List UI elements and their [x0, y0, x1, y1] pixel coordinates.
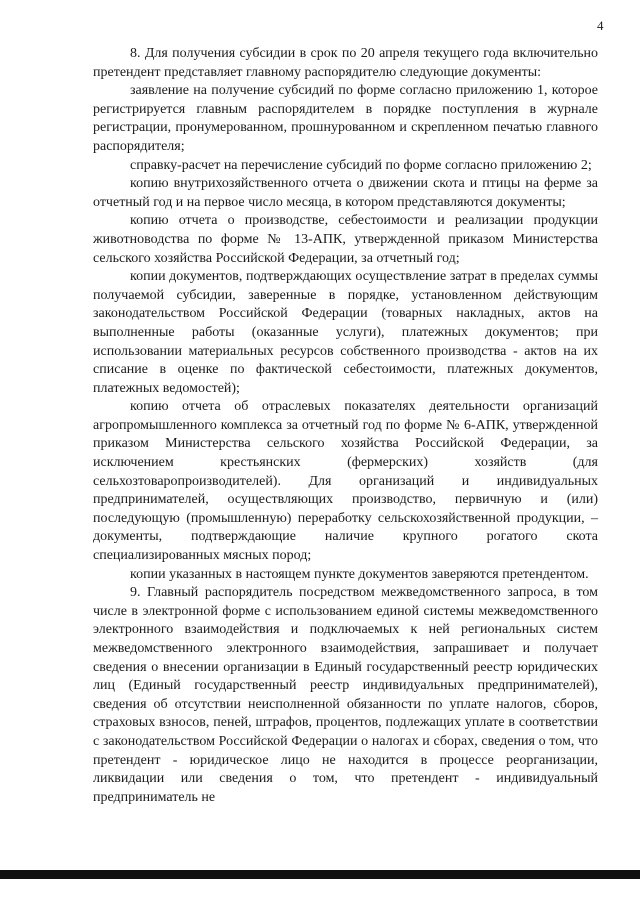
paragraph-livestock-report: копию внутрихозяйственного отчета о движении скота и птицы на ферме за отчетный год и на первое число месяца, в котором представляются документы;	[93, 176, 598, 210]
paragraph-production-report: копию отчета о производстве, себестоимости и реализации продукции животноводства по форме № 13-АПК, утвержденной приказом Министерства сельского хозяйства Российской Федерации, за отчетный год;	[93, 213, 598, 266]
paragraph-certification: копии указанных в настоящем пункте документов заверяются претендентом.	[130, 566, 589, 582]
paragraph-item-8: 8. Для получения субсидии в срок по 20 апреля текущего года включительно претендент представляет главному распорядителю следующие документы:	[93, 46, 598, 80]
bottom-border-bar	[0, 870, 640, 879]
paragraph-expense-documents: копии документов, подтверждающих осуществление затрат в пределах суммы получаемой субсидии, заверенные в порядке, установленном действующим законодательством Российской Федерации (товарных накладных, актов на выполненные работы (оказанные услуги), платежных документов; при использовании материальных ресурсов собственного производства - актов на их списание в оценке по фактической себестоимости, платежных документов, платежных ведомостей);	[93, 269, 598, 396]
page-number: 4	[597, 18, 604, 33]
paragraph-calculation-certificate: справку-расчет на перечисление субсидий по форме согласно приложению 2;	[130, 157, 592, 173]
document-body	[93, 45, 598, 807]
paragraph-application: заявление на получение субсидий по форме согласно приложению 1, которое регистрируется главным распорядителем в порядке поступления в журнале регистрации, пронумерованном, прошнурованном и скрепленном печатью главного распорядителя;	[93, 83, 598, 154]
paragraph-item-9: 9. Главный распорядитель посредством межведомственного запроса, в том числе в электронной форме с использованием единой системы межведомственного электронного взаимодействия и подключаемых к ней региональных систем межведомственного электронного взаимодействия, запрашивает и получает сведения о внесении организации в Единый государственный реестр юридических лиц (Единый государственный реестр индивидуальных предпринимателей), сведения об отсутствии неисполненной обязанности по уплате налогов, сборов, страховых взносов, пеней, штрафов, процентов, подлежащих уплате в соответствии с законодательством Российской Федерации о налогах и сборах, сведения о том, что претендент - юридическое лицо не находится в процессе реорганизации, ликвидации или сведения о том, что претендент - индивидуальный предприниматель не	[93, 585, 598, 805]
paragraph-industry-report: копию отчета об отраслевых показателях деятельности организаций агропромышленного комплекса за отчетный год по форме № 6-АПК, утвержденной приказом Министерства сельского хозяйства Российской Федерации, за исключением крестьянских (фермерских) хозяйств (для сельхозтоваропроизводителей). Для организаций и индивидуальных предпринимателей, осуществляющих производство, первичную и (или) последующую (промышленную) переработку сельскохозяйственной продукции, – документы, подтверждающие наличие крупного рогатого скота специализированных мясных пород;	[93, 399, 598, 564]
